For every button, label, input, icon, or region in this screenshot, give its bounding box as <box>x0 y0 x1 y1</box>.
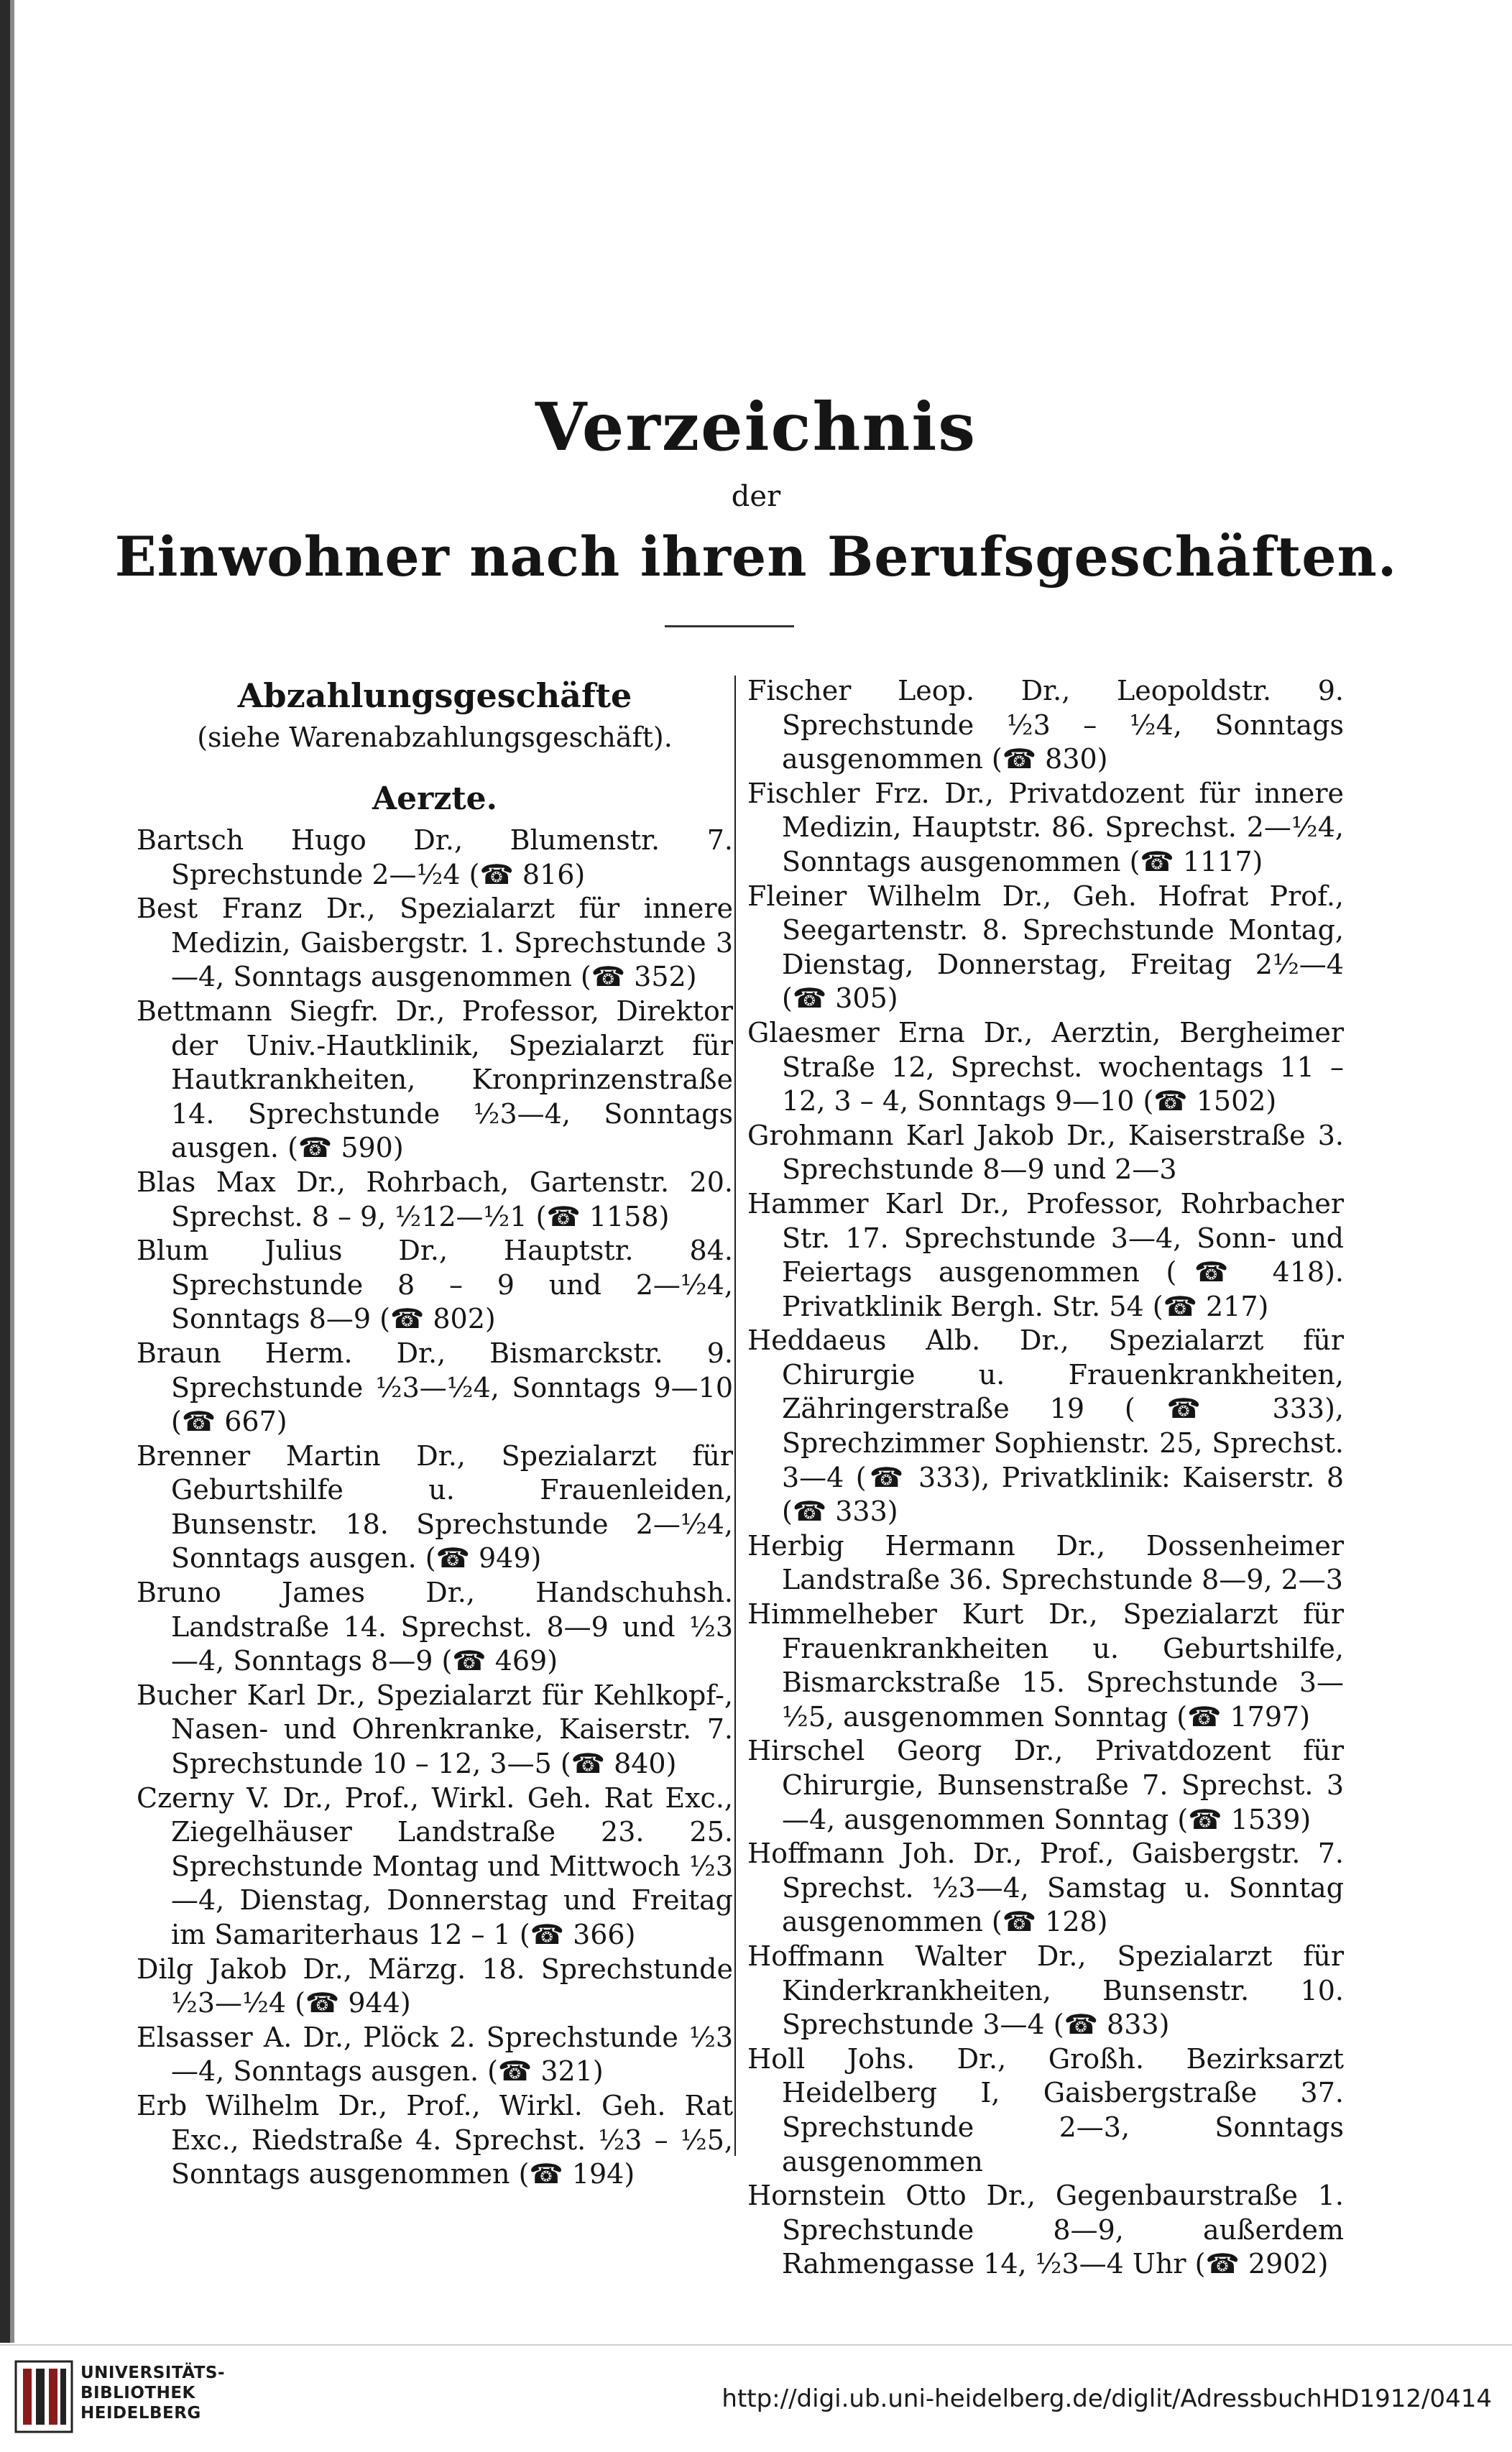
library-name-line3: HEIDELBERG <box>80 2404 201 2423</box>
entry-fischler: Fischler Frz. Dr., Privatdozent für innere Medizin, Hauptstr. 86. Sprechst. 2—½4, Sonntags ausgenommen (☎ 1117) <box>747 777 1344 877</box>
library-name <box>80 2363 225 2423</box>
page-subtitle: Einwohner nach ihren Berufsgeschäften. <box>114 525 1398 589</box>
entry-bucher: Bucher Karl Dr., Spezialarzt für Kehlkopf-, Nasen- und Ohrenkranke, Kaiserstr. 7. Sprechstunde 10 – 12, 3—5 (☎ 840) <box>137 1679 733 1780</box>
entry-holl: Holl Johs. Dr., Großh. Bezirksarzt Heidelberg I, Gaisbergstraße 37. Sprechstunde 2—3, Sonntags ausgenommen <box>747 2042 1344 2177</box>
entry-himmelheber: Himmelheber Kurt Dr., Spezialarzt für Frauenkrankheiten u. Geburtshilfe, Bismarckstraße 15. Sprechstunde 3—½5, ausgenommen Sonntag (☎ 1797) <box>747 1598 1344 1733</box>
entry-fleiner: Fleiner Wilhelm Dr., Geh. Hofrat Prof., Seegartenstr. 8. Sprechstunde Montag, Dienstag, Donnerstag, Freitag 2½—4 (☎ 305) <box>747 880 1344 1015</box>
entry-dilg: Dilg Jakob Dr., Märzg. 18. Sprechstunde ½3—½4 (☎ 944) <box>137 1953 733 2019</box>
library-name-line2: BIBLIOTHEK <box>80 2384 195 2402</box>
column-divider <box>734 676 736 2156</box>
entry-heddaeus: Heddaeus Alb. Dr., Spezialarzt für Chirurgie u. Frauenkrankheiten, Zähringerstraße 19 (☎ 333), Sprechzimmer Sophienstr. 25, Sprechst. 3—4 (☎ 333), Privatklinik: Kaiserstr. 8 (☎ 333) <box>747 1324 1344 1528</box>
entry-bartsch: Bartsch Hugo Dr., Blumenstr. 7. Sprechstunde 2—½4 (☎ 816) <box>137 824 733 890</box>
left-column <box>137 674 733 2192</box>
entry-hoffmann-joh: Hoffmann Joh. Dr., Prof., Gaisbergstr. 7. Sprechst. ½3—4, Samstag u. Sonntag ausgenommen (☎ 128) <box>747 1838 1344 1938</box>
entry-grohmann: Grohmann Karl Jakob Dr., Kaiserstraße 3. Sprechstunde 8—9 und 2—3 <box>747 1119 1344 1186</box>
entry-braun: Braun Herm. Dr., Bismarckstr. 9. Sprechstunde ½3—½4, Sonntags 9—10 (☎ 667) <box>137 1337 733 1438</box>
page-title: Verzeichnis <box>535 388 977 466</box>
page-title-der: der <box>731 480 781 513</box>
entry-erb: Erb Wilhelm Dr., Prof., Wirkl. Geh. Rat Exc., Riedstraße 4. Sprechst. ½3 – ½5, Sonntags ausgenommen (☎ 194) <box>137 2089 733 2190</box>
entry-hornstein: Hornstein Otto Dr., Gegenbaurstraße 1. Sprechstunde 8—9, außerdem Rahmengasse 14, ½3—4 Uhr (☎ 2902) <box>747 2180 1344 2280</box>
entry-best: Best Franz Dr., Spezialarzt für innere Medizin, Gaisbergstr. 1. Sprechstunde 3—4, Sonntags ausgenommen (☎ 352) <box>137 893 733 993</box>
right-column <box>747 674 1344 2282</box>
entry-glaesmer: Glaesmer Erna Dr., Aerztin, Bergheimer Straße 12, Sprechst. wochentags 11 – 12, 3 – 4, Sonntags 9—10 (☎ 1502) <box>747 1016 1344 1117</box>
entry-fischer: Fischer Leop. Dr., Leopoldstr. 9. Sprechstunde ½3 – ½4, Sonntags ausgenommen (☎ 830) <box>747 675 1344 775</box>
page-binding-shadow <box>10 0 14 2343</box>
entry-hammer: Hammer Karl Dr., Professor, Rohrbacher Str. 17. Sprechstunde 3—4, Sonn- und Feiertags ausgenommen (☎ 418). Privatklinik Bergh. Str. 54 (☎ 217) <box>747 1187 1344 1322</box>
section-note-abzahlung: (siehe Warenabzahlungsgeschäft). <box>197 722 673 753</box>
entry-elsasser: Elsasser A. Dr., Plöck 2. Sprechstunde ½3—4, Sonntags ausgen. (☎ 321) <box>137 2021 733 2088</box>
entry-blas: Blas Max Dr., Rohrbach, Gartenstr. 20. Sprechst. 8 – 9, ½12—½1 (☎ 1158) <box>137 1166 733 1232</box>
title-divider <box>665 625 794 627</box>
section-heading-aerzte: Aerzte. <box>372 780 497 817</box>
entry-herbig: Herbig Hermann Dr., Dossenheimer Landstraße 36. Sprechstunde 8—9, 2—3 <box>747 1529 1344 1596</box>
university-library-logo-icon <box>13 2359 75 2435</box>
library-name-line1: UNIVERSITÄTS- <box>80 2364 226 2382</box>
entry-brenner: Brenner Martin Dr., Spezialarzt für Geburtshilfe u. Frauenleiden, Bunsenstr. 18. Sprechstunde 2—½4, Sonntags ausgen. (☎ 949) <box>137 1439 733 1575</box>
entry-bettmann: Bettmann Siegfr. Dr., Professor, Direktor der Univ.-Hautklinik, Spezialarzt für Hautkrankheiten, Kronprinzenstraße 14. Sprechstunde ½3—4, Sonntags ausgen. (☎ 590) <box>137 995 733 1164</box>
entry-czerny: Czerny V. Dr., Prof., Wirkl. Geh. Rat Exc., Ziegelhäuser Landstraße 23. 25. Sprechstunde Montag und Mittwoch ½3—4, Dienstag, Donnerstag und Freitag im Samariterhaus 12 – 1 (☎ 366) <box>137 1782 733 1950</box>
source-url-link[interactable]: http://digi.ub.uni-heidelberg.de/diglit/AdressbuchHD1912/0414 <box>722 2384 1492 2413</box>
entry-hirschel: Hirschel Georg Dr., Privatdozent für Chirurgie, Bunsenstraße 7. Sprechst. 3—4, ausgenommen Sonntag (☎ 1539) <box>747 1735 1344 1835</box>
section-heading-abzahlung: Abzahlungsgeschäfte <box>237 676 632 715</box>
left-entries <box>137 824 733 2192</box>
entry-bruno: Bruno James Dr., Handschuhsh. Landstraße 14. Sprechst. 8—9 und ½3—4, Sonntags 8—9 (☎ 469) <box>137 1577 733 1677</box>
entry-blum: Blum Julius Dr., Hauptstr. 84. Sprechstunde 8 – 9 und 2—½4, Sonntags 8—9 (☎ 802) <box>137 1235 733 1335</box>
entry-hoffmann-walter: Hoffmann Walter Dr., Spezialarzt für Kinderkrankheiten, Bunsenstr. 10. Sprechstunde 3—4 (☎ 833) <box>747 1940 1344 2041</box>
page-binding-edge <box>0 0 10 2343</box>
